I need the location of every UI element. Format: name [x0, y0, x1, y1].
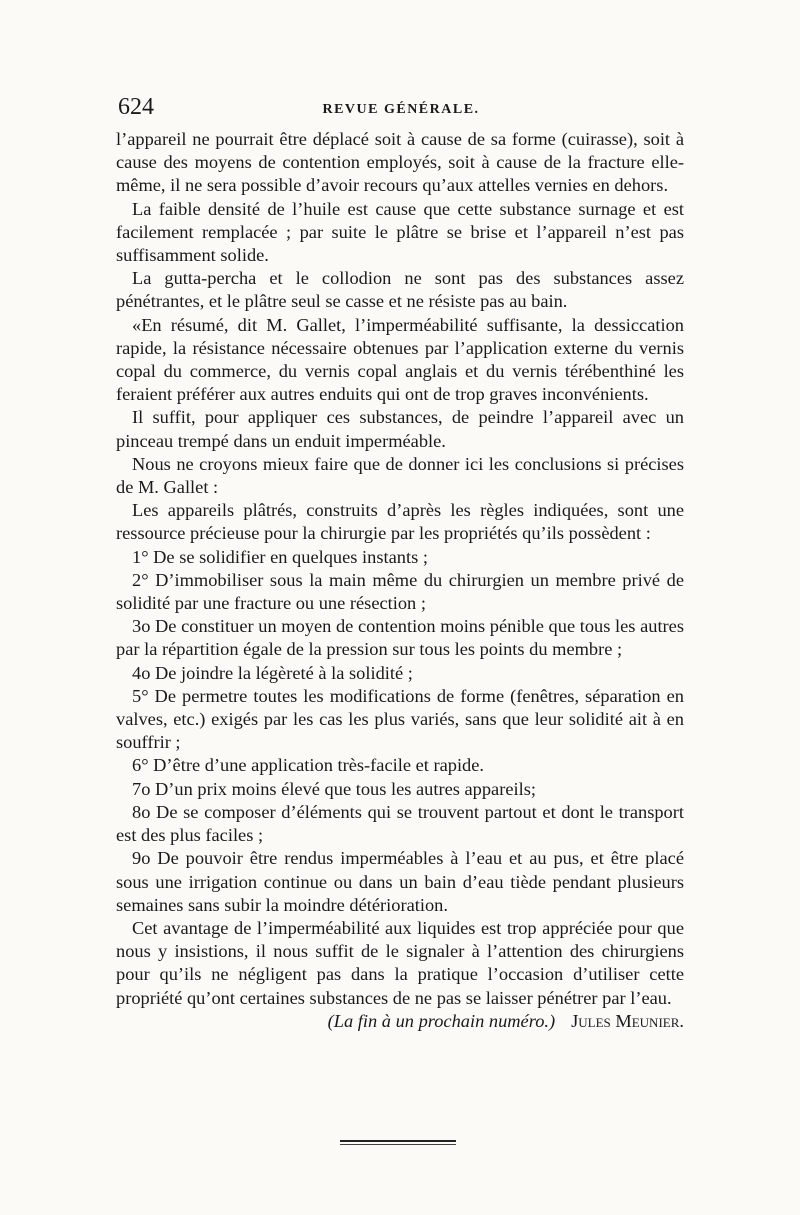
author-signature: Jules Meunier.	[571, 1010, 684, 1031]
list-item: 8o De se composer d’éléments qui se trouvent partout et dont le transport est des plus faciles ;	[116, 801, 684, 846]
article-body	[116, 128, 684, 1033]
list-item: 6° D’être d’une application très-facile et rapide.	[132, 755, 485, 776]
paragraph: «En résumé, dit M. Gallet, l’imperméabilité suffisante, la dessiccation rapide, la résistance nécessaire obtenues par l’application externe du vernis copal du commerce, du vernis copal anglais et du vernis térébenthiné les feraient préférer aux autres enduits qui ont de trop graves inconvénients.	[116, 314, 684, 405]
list-item: 5° De permetre toutes les modifications de forme (fenêtres, séparation en valves, etc.) exigés par les cas les plus variés, sans que leur solidité ait à en souffrir ;	[116, 685, 684, 753]
continuation-note: (La fin à un prochain numéro.)	[327, 1010, 556, 1031]
list-item: 3o De constituer un moyen de contention moins pénible que tous les autres par la répartition égale de la pression sur tous les points du membre ;	[116, 616, 684, 660]
list-item: 7o D’un prix moins élevé que tous les autres appareils;	[132, 778, 536, 799]
list-item: 9o De pouvoir être rendus imperméables à l’eau et au pus, et être placé sous une irrigation continue ou dans un bain d’eau tiède pendant plusieurs semaines sans subir la moindre détérioration.	[116, 848, 684, 915]
running-title: REVUE GÉNÉRALE.	[322, 102, 480, 117]
list-item: 1° De se solidifier en quelques instants ;	[132, 546, 428, 567]
closing-text: Cet avantage de l’imperméabilité aux liquides est trop appréciée pour que nous y insistions, il nous suffit de le signaler à l’attention des chirurgiens pour qu’ils ne négligent pas dans la pratique l’occasion d’utiliser cette propriété qu’ont certaines substances de ne pas se laisser pénétrer par l’eau.	[116, 917, 684, 1008]
closing-rule	[340, 1140, 456, 1145]
paragraph: l’appareil ne pourrait être déplacé soit à cause de sa forme (cuirasse), soit à cause des moyens de contention employés, soit à cause de la fracture elle-même, il ne sera possible d’avoir recours qu’aux attelles vernies en dehors.	[116, 129, 684, 196]
list-item: 4o De joindre la légèreté à la solidité ;	[132, 662, 413, 683]
page-number: 624	[118, 94, 154, 120]
paragraph: La gutta-percha et le collodion ne sont pas des substances assez pénétrantes, et le plâtre seul se casse et ne résiste pas au bain.	[116, 268, 684, 312]
paragraph: Nous ne croyons mieux faire que de donner ici les conclusions si précises de M. Gallet :	[116, 453, 684, 498]
running-header	[118, 94, 684, 128]
paragraph: Il suffit, pour appliquer ces substances, de peindre l’appareil avec un pinceau trempé dans un enduit imperméable.	[116, 407, 684, 451]
list-item: 2° D’immobiliser sous la main même du chirurgien un membre privé de solidité par une fracture ou une résection ;	[116, 569, 684, 614]
paragraph: La faible densité de l’huile est cause que cette substance surnage et est facilement remplacée ; par suite le plâtre se brise et l’appareil n’est pas suffisamment solide.	[116, 198, 684, 266]
paragraph: Les appareils plâtrés, construits d’après les règles indiquées, sont une ressource précieuse pour la chirurgie par les propriétés qu’ils possèdent :	[116, 500, 684, 544]
